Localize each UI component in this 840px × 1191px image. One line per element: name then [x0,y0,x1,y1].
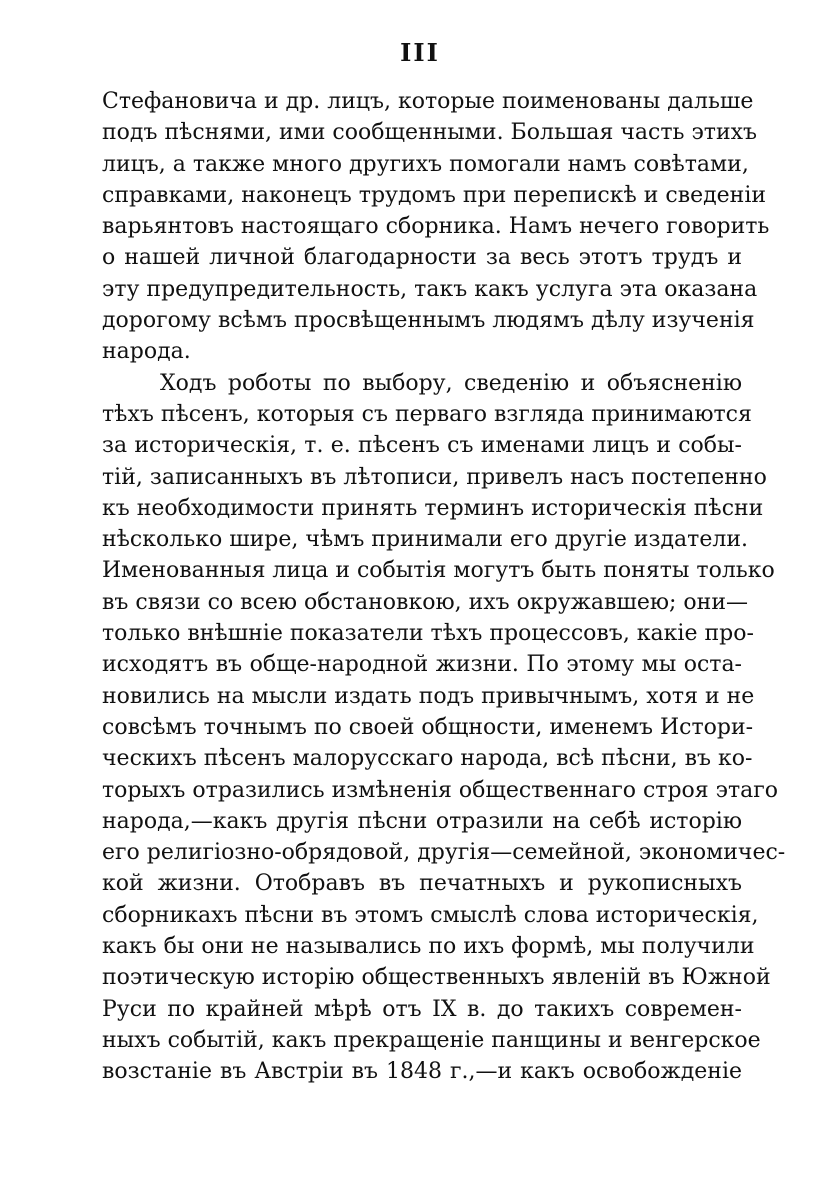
text-line: совсѣмъ точнымъ по своей общности, именемъ Истори- [102,714,754,740]
body-text [102,86,786,1088]
text-line: его религiозно-обрядовой, другiя—семейной, экономичес- [102,840,786,866]
text-line: поэтическую исторiю общественныхъ явленiй въ Южной [102,965,771,991]
text-line: о нашей личной благодарности за весь этотъ трудъ и [102,245,742,271]
text-line: только внѣшнiе показатели тѣхъ процессовъ, какiе про- [102,621,754,647]
text-line: за историческiя, т. е. пѣсенъ съ именами лицъ и собы- [102,433,742,459]
text-line: возстанiе въ Австрiи въ 1848 г.,—и какъ освобожденiе [102,1059,742,1085]
text-line: Ходъ роботы по выбору, сведенiю и объясненiю [160,370,742,396]
text-line: народа,—какъ другiя пѣсни отразили на себѣ исторiю [102,808,742,834]
paragraph-2 [102,368,786,1088]
text-line: какъ бы они не назывались по ихъ формѣ, мы получили [102,934,755,960]
text-line: эту предупредительность, такъ какъ услуга эта оказана [102,276,758,302]
text-line: народа. [102,339,191,365]
text-line: лицъ, а также много другихъ помогали намъ совѣтами, [102,151,749,177]
paragraph-1 [102,86,770,368]
text-line: Стефановича и др. лицъ, которые поименованы дальше [102,89,754,114]
text-line: ныхъ событiй, какъ прекращенiе панщины и венгерское [102,1027,761,1053]
text-line: тѣхъ пѣсенъ, которыя съ перваго взгляда принимаются [102,401,752,427]
text-line: къ необходимости принять терминъ историческiя пѣсни [102,495,764,521]
text-line: подъ пѣснями, ими сообщенными. Большая часть этихъ [102,120,758,146]
text-line: варьянтовъ настоящаго сборника. Намъ нечего говорить [102,214,770,240]
text-line: Руси по крайней мѣрѣ отъ IX в. до такихъ современ- [102,996,742,1022]
text-line: кой жизни. Отобравъ въ печатныхъ и рукописныхъ [102,871,742,897]
text-line: сборникахъ пѣсни въ этомъ смыслѣ слова историческiя, [102,902,759,928]
text-line: новились на мысли издать подъ привычнымъ, хотя и не [102,683,755,709]
text-line: Именованныя лица и событiя могутъ быть поняты только [102,558,775,584]
text-line: ческихъ пѣсенъ малорусскаго народа, всѣ пѣсни, въ ко- [102,746,753,772]
text-line: торыхъ отразились измѣненiя общественнаго строя этаго [102,777,779,803]
text-line: исходятъ въ обще-народной жизни. По этому мы оста- [102,652,742,678]
text-line: въ связи со всею обстановкою, ихъ окружавшею; они— [102,589,749,615]
page-number: III [400,38,440,67]
text-line: тiй, записанныхъ въ лѣтописи, привелъ насъ постепенно [102,464,767,490]
text-line: нѣсколько шире, чѣмъ принимали его другiе издатели. [102,527,748,553]
text-line: справками, наконецъ трудомъ при перепискѣ и сведенiи [102,182,767,208]
text-line: дорогому всѣмъ просвѣщеннымъ людямъ дѣлу изученiя [102,308,755,334]
